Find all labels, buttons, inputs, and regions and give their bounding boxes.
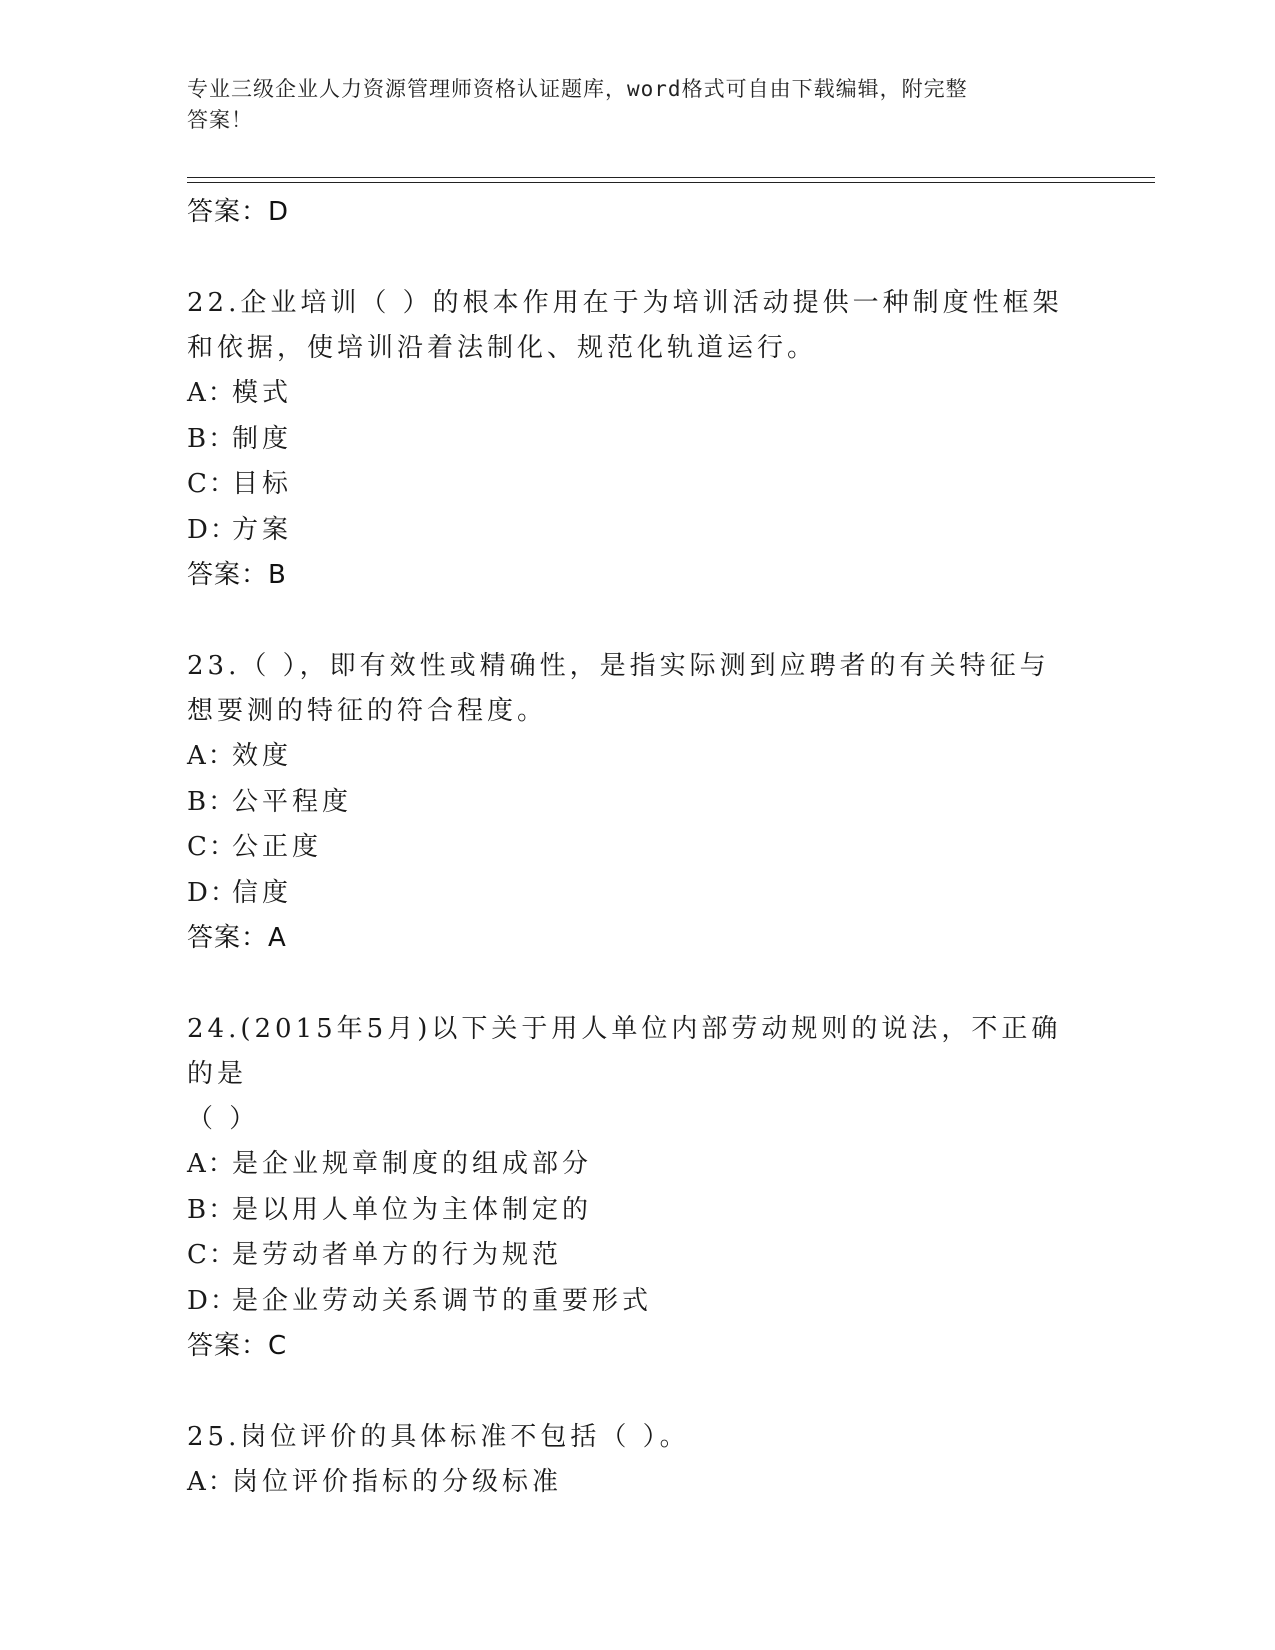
option-text: 是企业规章制度的组成部分: [232, 1149, 593, 1179]
question-23: [187, 644, 1087, 960]
option-letter: A：: [187, 1467, 236, 1497]
option-letter: B：: [187, 1194, 237, 1225]
header-divider-top: [187, 177, 1155, 178]
option-letter: A：: [187, 378, 236, 408]
option-letter: C：: [187, 469, 237, 499]
option-letter: B：: [187, 423, 237, 454]
question-24: [187, 1007, 1087, 1368]
option-text: 制度: [232, 423, 293, 454]
answer-line: 答案：B: [187, 560, 287, 590]
option-text: 是企业劳动关系调节的重要形式: [232, 1285, 653, 1316]
option-a: [187, 1142, 1087, 1188]
question-text-continued: 和依据，使培训沿着法制化、规范化轨道运行。: [187, 333, 818, 363]
option-letter: C：: [187, 832, 237, 862]
option-letter: A：: [187, 1149, 236, 1179]
question-text: 23.（ ），即有效性或精确性，是指实际测到应聘者的有关特征与: [187, 651, 1050, 681]
option-text: 是以用人单位为主体制定的: [232, 1194, 593, 1225]
option-d: [187, 1279, 1087, 1325]
option-letter: C：: [187, 1240, 237, 1270]
question-text: 22.企业培训（ ）的根本作用在于为培训活动提供一种制度性框架: [187, 288, 1063, 318]
option-text: 目标: [232, 469, 293, 499]
option-a: [187, 371, 1087, 417]
option-text: 信度: [232, 877, 293, 908]
question-text: 25.岗位评价的具体标准不包括（ ）。: [187, 1422, 690, 1452]
question-25: [187, 1415, 1087, 1506]
answer-line: 答案：A: [187, 923, 287, 953]
question-text-continued: 想要测的特征的符合程度。: [187, 696, 548, 726]
option-text: 方案: [232, 514, 293, 545]
option-a: [187, 1460, 1087, 1506]
question-text-continued: （ ）: [187, 1104, 260, 1134]
option-b: [187, 780, 1087, 826]
header-divider-bottom: [187, 182, 1155, 183]
question-list: [187, 190, 1087, 1506]
option-text: 模式: [232, 378, 293, 408]
option-a: [187, 734, 1087, 780]
option-text: 公平程度: [232, 786, 353, 817]
option-d: [187, 508, 1087, 554]
question-text: 24.(2015年5月)以下关于用人单位内部劳动规则的说法，不正确的是: [187, 1014, 1062, 1089]
option-text: 是劳动者单方的行为规范: [232, 1240, 563, 1270]
option-b: [187, 417, 1087, 463]
option-text: 岗位评价指标的分级标准: [232, 1467, 563, 1497]
option-letter: B：: [187, 786, 237, 817]
page-header: [187, 74, 1067, 136]
option-text: 公正度: [232, 832, 323, 862]
option-c: [187, 462, 1087, 508]
option-letter: D：: [187, 877, 238, 908]
option-text: 效度: [232, 741, 293, 771]
option-letter: D：: [187, 514, 238, 545]
option-letter: A：: [187, 741, 236, 771]
header-line-2: 答案！: [187, 108, 253, 132]
answer-line: 答案：D: [187, 197, 290, 227]
answer-line: 答案：C: [187, 1331, 288, 1361]
question-22: [187, 281, 1087, 597]
option-c: [187, 1233, 1087, 1279]
option-d: [187, 871, 1087, 917]
option-c: [187, 825, 1087, 871]
option-letter: D：: [187, 1285, 238, 1316]
header-line-1: 专业三级企业人力资源管理师资格认证题库，word格式可自由下载编辑，附完整: [187, 77, 968, 101]
option-b: [187, 1188, 1087, 1234]
